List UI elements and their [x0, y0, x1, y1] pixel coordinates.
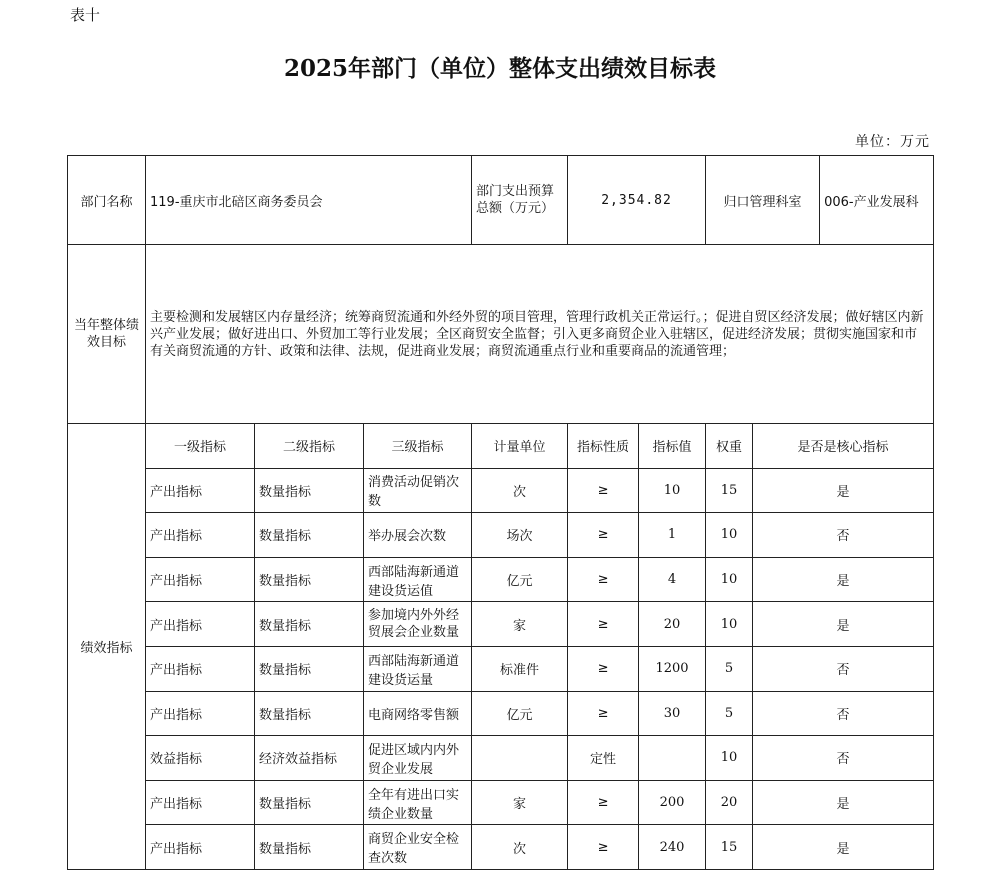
- cell-unit: 标准件: [472, 646, 568, 691]
- page-title: 2025年部门（单位）整体支出绩效目标表: [283, 55, 716, 82]
- cell-value: 240: [639, 825, 706, 870]
- cell-value: 30: [639, 691, 706, 736]
- cell-nature: ≥: [568, 557, 639, 602]
- cell-level1: 产出指标: [146, 513, 255, 558]
- cell-nature: ≥: [568, 825, 639, 870]
- dept-name-label: 部门名称: [68, 156, 146, 245]
- cell-value: 1: [639, 513, 706, 558]
- cell-weight: 10: [706, 602, 753, 647]
- table-row: [68, 825, 934, 870]
- header-row: [68, 156, 934, 245]
- cell-level2: 数量指标: [255, 780, 364, 825]
- cell-core: 否: [753, 646, 934, 691]
- cell-level1: 产出指标: [146, 691, 255, 736]
- table-row: [68, 468, 934, 513]
- cell-unit: 亿元: [472, 691, 568, 736]
- cell-value: 20: [639, 602, 706, 647]
- table-number: 表十: [70, 6, 101, 24]
- table-row: [68, 646, 934, 691]
- cell-level2: 数量指标: [255, 468, 364, 513]
- cell-level2: 数量指标: [255, 825, 364, 870]
- cell-core: 否: [753, 736, 934, 781]
- cell-level1: 产出指标: [146, 468, 255, 513]
- cell-unit: 家: [472, 602, 568, 647]
- cell-level3: 电商网络零售额: [364, 691, 472, 736]
- indicator-header-row: [68, 424, 934, 469]
- cell-unit: 次: [472, 468, 568, 513]
- goal-row: [68, 245, 934, 424]
- cell-core: 是: [753, 780, 934, 825]
- col-header-level2: 二级指标: [255, 424, 364, 469]
- cell-level2: 数量指标: [255, 646, 364, 691]
- cell-weight: 10: [706, 736, 753, 781]
- table-row: [68, 513, 934, 558]
- cell-nature: 定性: [568, 736, 639, 781]
- cell-level1: 产出指标: [146, 825, 255, 870]
- table-row: [68, 736, 934, 781]
- col-header-value: 指标值: [639, 424, 706, 469]
- table-row: [68, 780, 934, 825]
- cell-level3: 西部陆海新通道建设货运值: [364, 557, 472, 602]
- cell-weight: 5: [706, 646, 753, 691]
- cell-value: [639, 736, 706, 781]
- cell-unit: 家: [472, 780, 568, 825]
- cell-nature: ≥: [568, 513, 639, 558]
- cell-level3: 参加境内外外经贸展会企业数量: [364, 602, 472, 647]
- cell-weight: 20: [706, 780, 753, 825]
- cell-weight: 10: [706, 513, 753, 558]
- cell-level1: 效益指标: [146, 736, 255, 781]
- cell-unit: 亿元: [472, 557, 568, 602]
- col-header-nature: 指标性质: [568, 424, 639, 469]
- cell-weight: 10: [706, 557, 753, 602]
- cell-level3: 商贸企业安全检查次数: [364, 825, 472, 870]
- col-header-level1: 一级指标: [146, 424, 255, 469]
- goal-label: 当年整体绩效目标: [68, 245, 146, 424]
- cell-unit: [472, 736, 568, 781]
- cell-level2: 数量指标: [255, 513, 364, 558]
- cell-nature: ≥: [568, 646, 639, 691]
- cell-value: 1200: [639, 646, 706, 691]
- cell-value: 4: [639, 557, 706, 602]
- cell-value: 10: [639, 468, 706, 513]
- dept-name-value: 119-重庆市北碚区商务委员会: [146, 156, 472, 245]
- cell-level3: 举办展会次数: [364, 513, 472, 558]
- table-row: [68, 602, 934, 647]
- cell-level1: 产出指标: [146, 602, 255, 647]
- cell-level1: 产出指标: [146, 557, 255, 602]
- col-header-weight: 权重: [706, 424, 753, 469]
- cell-weight: 15: [706, 468, 753, 513]
- col-header-level3: 三级指标: [364, 424, 472, 469]
- indicators-section-label: 绩效指标: [68, 424, 146, 870]
- cell-level3: 促进区域内内外贸企业发展: [364, 736, 472, 781]
- cell-core: 是: [753, 602, 934, 647]
- office-label: 归口管理科室: [706, 156, 820, 245]
- cell-nature: ≥: [568, 780, 639, 825]
- col-header-core: 是否是核心指标: [753, 424, 934, 469]
- cell-core: 是: [753, 825, 934, 870]
- cell-core: 是: [753, 468, 934, 513]
- cell-unit: 场次: [472, 513, 568, 558]
- cell-nature: ≥: [568, 691, 639, 736]
- table-row: [68, 557, 934, 602]
- budget-label: 部门支出预算总额（万元）: [472, 156, 568, 245]
- cell-level3: 消费活动促销次数: [364, 468, 472, 513]
- col-header-unit: 计量单位: [472, 424, 568, 469]
- cell-core: 否: [753, 691, 934, 736]
- cell-level2: 数量指标: [255, 557, 364, 602]
- cell-weight: 5: [706, 691, 753, 736]
- cell-core: 是: [753, 557, 934, 602]
- table-row: [68, 691, 934, 736]
- unit-note: 单位：万元: [855, 134, 930, 150]
- cell-level2: 经济效益指标: [255, 736, 364, 781]
- goal-text: 主要检测和发展辖区内存量经济；统筹商贸流通和外经外贸的项目管理，管理行政机关正常运行。；促进自贸区经济发展；做好辖区内新兴产业发展；做好进出口、外贸加工等行业发展；全区商贸安全监督；引入更多商贸企业入驻辖区，促进经济发展；贯彻实施国家和市有关商贸流通的方针、政策和法律、法规，促进商业发展；商贸流通重点行业和重要商品的流通管理；: [146, 245, 934, 424]
- office-value: 006-产业发展科: [820, 156, 934, 245]
- cell-level2: 数量指标: [255, 602, 364, 647]
- cell-level3: 全年有进出口实绩企业数量: [364, 780, 472, 825]
- cell-nature: ≥: [568, 468, 639, 513]
- cell-value: 200: [639, 780, 706, 825]
- cell-unit: 次: [472, 825, 568, 870]
- cell-nature: ≥: [568, 602, 639, 647]
- cell-core: 否: [753, 513, 934, 558]
- cell-level3: 西部陆海新通道建设货运量: [364, 646, 472, 691]
- cell-level2: 数量指标: [255, 691, 364, 736]
- cell-level1: 产出指标: [146, 780, 255, 825]
- cell-weight: 15: [706, 825, 753, 870]
- cell-level1: 产出指标: [146, 646, 255, 691]
- budget-value: 2,354.82: [568, 156, 706, 245]
- performance-target-table: [67, 155, 934, 870]
